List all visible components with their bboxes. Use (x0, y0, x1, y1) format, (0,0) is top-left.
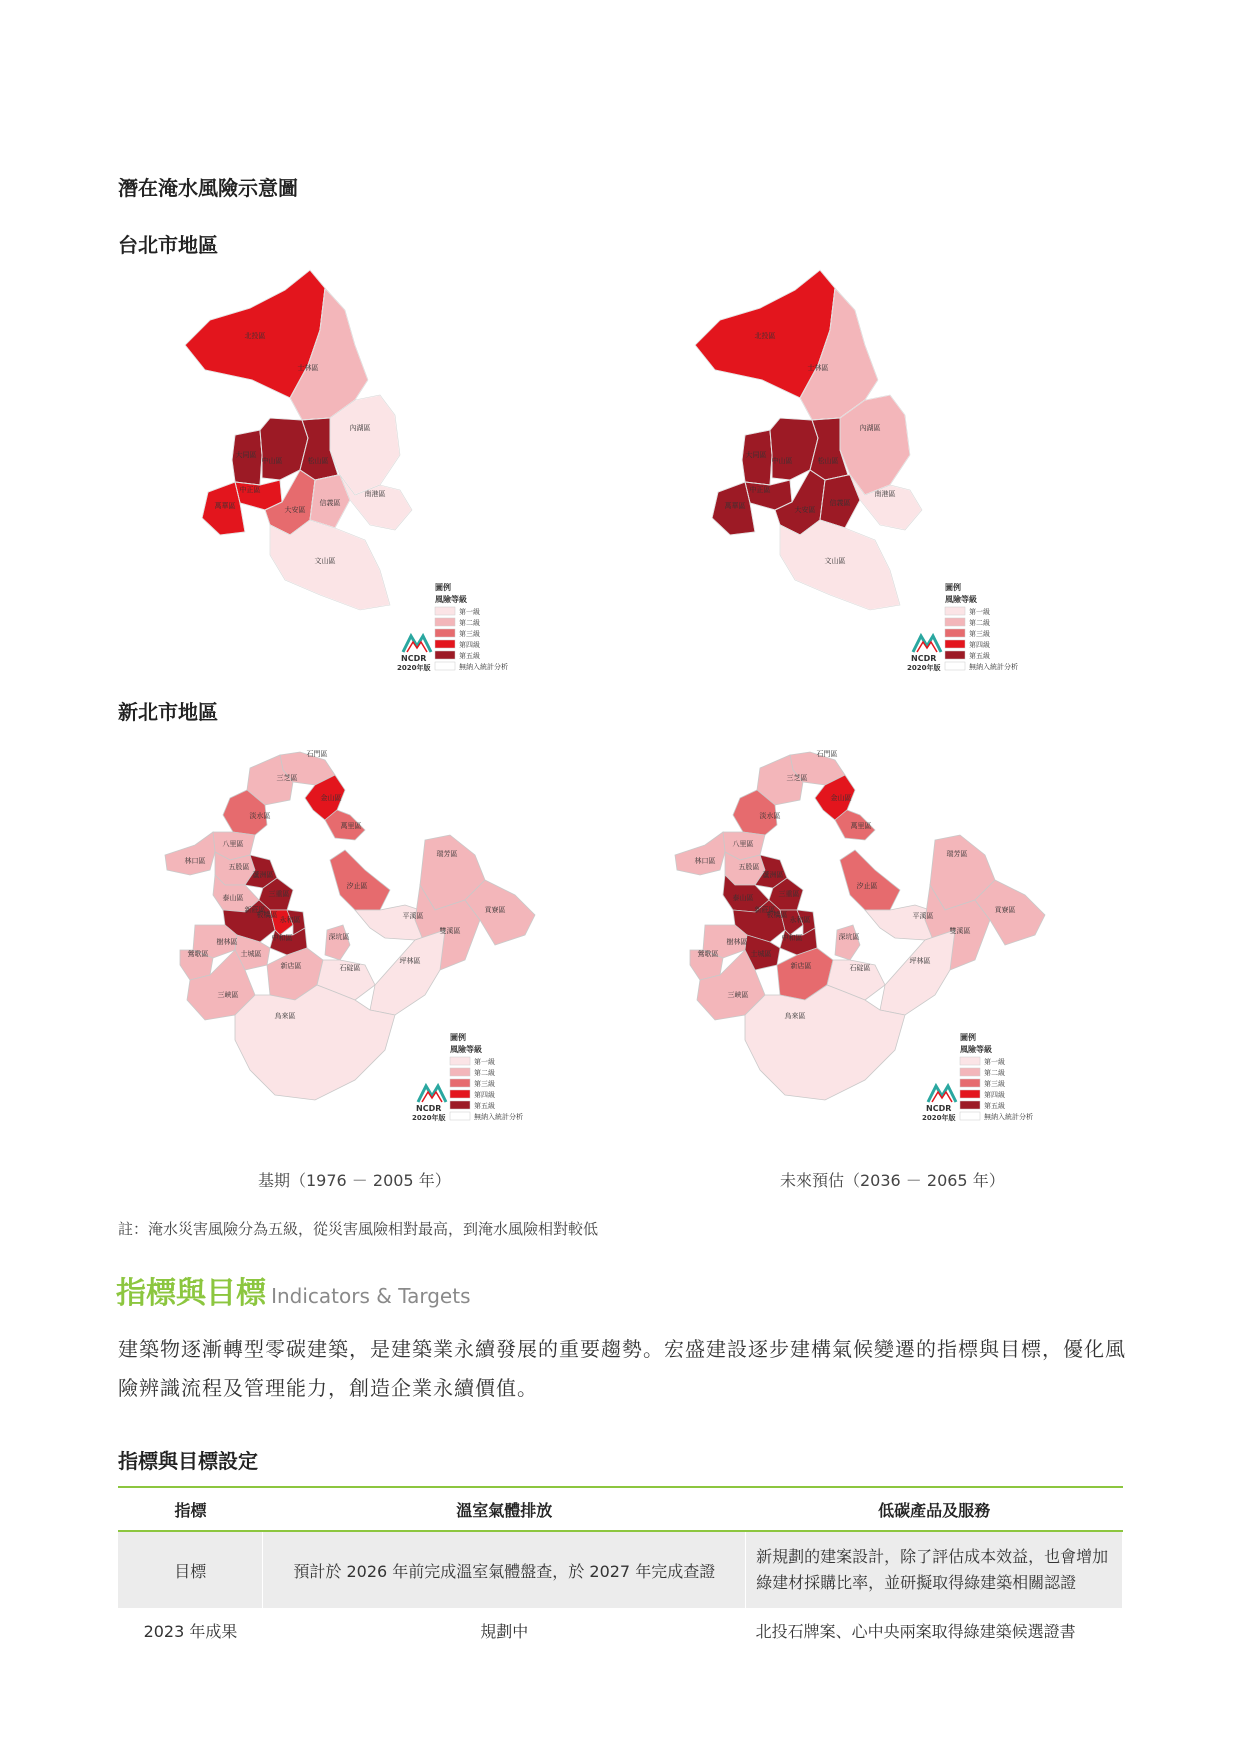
district-label: 新店區 (280, 962, 302, 970)
district-label: 淡水區 (759, 812, 781, 820)
district-label: 士林區 (807, 364, 829, 372)
district-7 (165, 832, 215, 875)
future-period-caption: 未來預估（2036 － 2065 年） (780, 1171, 1005, 1190)
district-label: 信義區 (319, 499, 341, 507)
district-label: 平溪區 (912, 912, 934, 920)
taipei-heading: 台北市地區 (118, 233, 218, 257)
header-lowcarbon: 低碳產品及服務 (746, 1487, 1123, 1531)
district-23 (330, 850, 390, 910)
newtaipei-future-map (665, 745, 1115, 1155)
district-label: 新店區 (790, 962, 812, 970)
legend-subtitle: 風險等級 (435, 595, 467, 604)
district-label: 蘆洲區 (762, 871, 784, 879)
district-label: 五股區 (738, 863, 760, 871)
legend-label: 第二級 (984, 1069, 1005, 1077)
ncdr-logo-year: 2020年版 (907, 664, 941, 672)
district-label: 平溪區 (402, 912, 424, 920)
district-label: 深坑區 (328, 933, 350, 941)
legend-swatch (945, 618, 965, 626)
legend-label: 第五級 (459, 652, 480, 660)
legend-label: 第四級 (474, 1091, 495, 1099)
district-label: 三重區 (268, 890, 290, 898)
figure-title: 潛在淹水風險示意圖 (118, 176, 298, 200)
district-label: 中正區 (749, 486, 771, 494)
district-label: 金山區 (320, 794, 342, 802)
district-label: 永和區 (789, 916, 811, 924)
section-title: 指標與目標 (116, 1276, 266, 1311)
district-label: 新莊區 (244, 906, 266, 914)
ncdr-logo-text: NCDR (911, 654, 937, 663)
legend-label: 第三級 (969, 630, 990, 638)
targets-table (118, 1486, 1123, 1652)
legend-label: 第二級 (474, 1069, 495, 1077)
header-ghg: 溫室氣體排放 (263, 1487, 746, 1531)
legend-label: 第三級 (459, 630, 480, 638)
district-label: 樹林區 (216, 938, 238, 946)
district-label: 永和區 (279, 916, 301, 924)
table-heading: 指標與目標設定 (118, 1449, 258, 1473)
district-label: 蘆洲區 (252, 871, 274, 879)
district-label: 林口區 (184, 857, 206, 865)
legend-swatch (960, 1090, 980, 1098)
district-label: 土城區 (750, 950, 772, 958)
district-29 (745, 985, 905, 1100)
district-label: 板橋區 (256, 911, 278, 919)
district-label: 土城區 (240, 950, 262, 958)
legend-swatch (435, 662, 455, 670)
district-label: 石碇區 (339, 964, 361, 972)
ncdr-logo-text: NCDR (926, 1104, 952, 1113)
district-label: 瑞芳區 (946, 850, 968, 858)
legend-swatch (450, 1079, 470, 1087)
legend-label: 第四級 (969, 641, 990, 649)
newtaipei-heading: 新北市地區 (118, 700, 218, 724)
district-28 (880, 930, 955, 1015)
ncdr-logo-icon (403, 636, 431, 652)
legend-swatch (435, 629, 455, 637)
district-28 (370, 930, 445, 1015)
district-label: 大同區 (745, 451, 767, 459)
district-label: 八里區 (732, 840, 754, 848)
taipei-future-map (700, 270, 1090, 680)
district-label: 中山區 (771, 457, 793, 465)
district-12 (270, 520, 390, 610)
district-label: 三芝區 (276, 774, 298, 782)
district-label: 八里區 (222, 840, 244, 848)
district-label: 中和區 (781, 934, 803, 942)
district-label: 淡水區 (249, 812, 271, 820)
taipei-base-map (190, 270, 580, 680)
legend-swatch (450, 1068, 470, 1076)
district-label: 鶯歌區 (697, 950, 719, 958)
district-23 (840, 850, 900, 910)
district-label: 金山區 (830, 794, 852, 802)
legend-label: 無納入統計分析 (969, 663, 1018, 671)
legend-swatch (450, 1090, 470, 1098)
ncdr-logo-year: 2020年版 (397, 664, 431, 672)
legend-label: 無納入統計分析 (984, 1113, 1033, 1121)
district-label: 貢寮區 (994, 906, 1016, 914)
legend-subtitle: 風險等級 (945, 595, 977, 604)
district-29 (235, 985, 395, 1100)
district-label: 石門區 (306, 750, 328, 758)
section-header (116, 1268, 471, 1312)
district-label: 士林區 (297, 364, 319, 372)
district-label: 大安區 (284, 506, 306, 514)
legend-swatch (435, 640, 455, 648)
row-label-result: 2023 年成果 (143, 1621, 238, 1641)
district-label: 貢寮區 (484, 906, 506, 914)
legend-label: 第五級 (474, 1102, 495, 1110)
section-paragraph: 建築物逐漸轉型零碳建築，是建築業永續發展的重要趨勢。宏盛建設逐步建構氣候變遷的指標與目標，優化風險辨識流程及管理能力，創造企業永續價值。 (118, 1337, 1126, 1400)
legend-swatch (435, 618, 455, 626)
legend-swatch (450, 1112, 470, 1120)
district-label: 大安區 (794, 506, 816, 514)
district-label: 北投區 (244, 332, 266, 340)
district-label: 松山區 (817, 457, 839, 465)
legend-label: 第二級 (459, 619, 480, 627)
ncdr-logo-text: NCDR (401, 654, 427, 663)
legend-swatch (945, 607, 965, 615)
table-row (118, 1531, 1123, 1608)
district-label: 雙溪區 (949, 927, 971, 935)
legend-label: 第一級 (474, 1058, 495, 1066)
district-21 (325, 925, 350, 960)
ncdr-logo-icon (928, 1086, 956, 1102)
district-label: 坪林區 (399, 957, 421, 965)
legend-swatch (960, 1101, 980, 1109)
legend-swatch (450, 1101, 470, 1109)
legend-swatch (945, 651, 965, 659)
district-label: 板橋區 (766, 911, 788, 919)
district-label: 文山區 (314, 557, 336, 565)
result-ghg: 規劃中 (480, 1621, 529, 1641)
district-label: 新莊區 (754, 906, 776, 914)
district-label: 中和區 (271, 934, 293, 942)
legend-swatch (960, 1068, 980, 1076)
legend-swatch (960, 1112, 980, 1120)
district-label: 深坑區 (838, 933, 860, 941)
district-label: 內湖區 (859, 424, 881, 432)
target-ghg: 預計於 2026 年前完成溫室氣體盤查，於 2027 年完成查證 (263, 1531, 746, 1608)
district-label: 瑞芳區 (436, 850, 458, 858)
legend-swatch (960, 1057, 980, 1065)
district-label: 烏來區 (784, 1012, 806, 1020)
district-label: 內湖區 (349, 424, 371, 432)
district-label: 三峽區 (727, 991, 749, 999)
legend-swatch (435, 651, 455, 659)
legend-swatch (450, 1057, 470, 1065)
legend-label: 第四級 (984, 1091, 1005, 1099)
district-label: 萬華區 (214, 502, 236, 510)
district-label: 樹林區 (726, 938, 748, 946)
district-label: 文山區 (824, 557, 846, 565)
legend-swatch (945, 662, 965, 670)
table-header-row (118, 1487, 1123, 1531)
legend-label: 第五級 (969, 652, 990, 660)
district-label: 坪林區 (909, 957, 931, 965)
district-label: 南港區 (364, 490, 386, 498)
district-label: 三芝區 (786, 774, 808, 782)
legend-label: 第三級 (474, 1080, 495, 1088)
legend-subtitle: 風險等級 (450, 1045, 482, 1054)
header-indicator: 指標 (118, 1487, 263, 1531)
target-lowcarbon: 新規劃的建案設計，除了評估成本效益，也會增加綠建材採購比率，並研擬取得綠建築相關認證 (746, 1531, 1123, 1608)
result-lowcarbon: 北投石牌案、心中央兩案取得綠建築候選證書 (755, 1621, 1076, 1641)
base-period-caption: 基期（1976 － 2005 年） (258, 1171, 451, 1190)
legend-title: 圖例 (945, 583, 961, 592)
district-label: 五股區 (228, 863, 250, 871)
legend-label: 無納入統計分析 (474, 1113, 523, 1121)
legend-label: 第一級 (459, 608, 480, 616)
district-label: 南港區 (874, 490, 896, 498)
district-label: 萬華區 (724, 502, 746, 510)
table-row (118, 1608, 1123, 1652)
district-label: 泰山區 (732, 894, 754, 902)
district-label: 三重區 (778, 890, 800, 898)
legend-swatch (945, 629, 965, 637)
district-label: 三峽區 (217, 991, 239, 999)
newtaipei-base-map (155, 745, 605, 1155)
district-label: 雙溪區 (439, 927, 461, 935)
district-label: 汐止區 (856, 882, 878, 890)
ncdr-logo-text: NCDR (416, 1104, 442, 1113)
district-label: 林口區 (694, 857, 716, 865)
legend-label: 第四級 (459, 641, 480, 649)
district-label: 萬里區 (850, 822, 872, 830)
ncdr-logo-year: 2020年版 (922, 1114, 956, 1122)
district-label: 萬里區 (340, 822, 362, 830)
legend-label: 無納入統計分析 (459, 663, 508, 671)
legend-subtitle: 風險等級 (960, 1045, 992, 1054)
legend-label: 第二級 (969, 619, 990, 627)
legend-title: 圖例 (450, 1033, 466, 1042)
district-label: 泰山區 (222, 894, 244, 902)
legend-label: 第五級 (984, 1102, 1005, 1110)
district-7 (675, 832, 725, 875)
ncdr-logo-icon (913, 636, 941, 652)
map-note: 註：淹水災害風險分為五級，從災害風險相對最高，到淹水風險相對較低 (118, 1220, 599, 1238)
legend-label: 第一級 (969, 608, 990, 616)
district-label: 信義區 (829, 499, 851, 507)
legend-swatch (435, 607, 455, 615)
ncdr-logo-year: 2020年版 (412, 1114, 446, 1122)
ncdr-logo-icon (418, 1086, 446, 1102)
legend-title: 圖例 (960, 1033, 976, 1042)
district-label: 北投區 (754, 332, 776, 340)
district-label: 中山區 (261, 457, 283, 465)
district-label: 烏來區 (274, 1012, 296, 1020)
district-label: 汐止區 (346, 882, 368, 890)
legend-label: 第一級 (984, 1058, 1005, 1066)
district-label: 大同區 (235, 451, 257, 459)
district-label: 鶯歌區 (187, 950, 209, 958)
legend-swatch (945, 640, 965, 648)
district-label: 石碇區 (849, 964, 871, 972)
legend-swatch (960, 1079, 980, 1087)
district-21 (835, 925, 860, 960)
district-label: 松山區 (307, 457, 329, 465)
district-12 (780, 520, 900, 610)
section-subtitle: Indicators & Targets (271, 1284, 471, 1308)
district-label: 石門區 (816, 750, 838, 758)
district-label: 中正區 (239, 486, 261, 494)
legend-title: 圖例 (435, 583, 451, 592)
row-label-target: 目標 (118, 1531, 263, 1608)
legend-label: 第三級 (984, 1080, 1005, 1088)
